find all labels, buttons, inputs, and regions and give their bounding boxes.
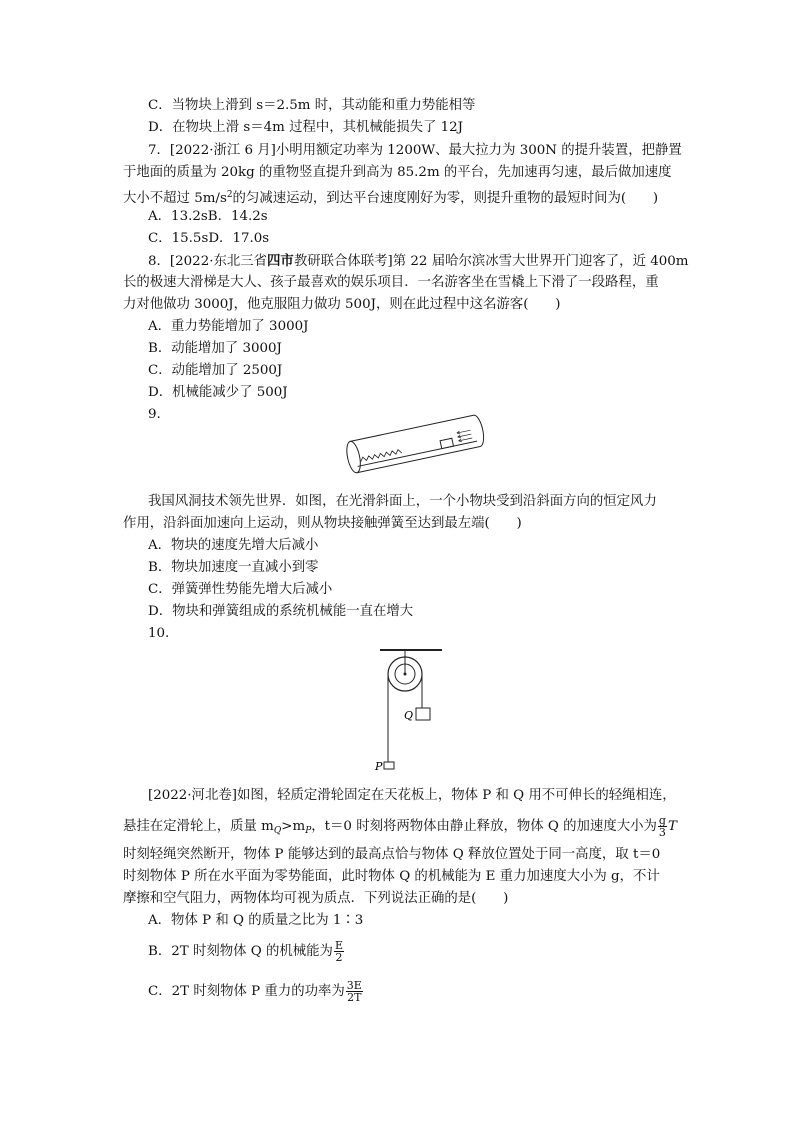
q10-stem-line4: 时刻物体 P 所在水平面为零势能面，此时物体 Q 的机械能为 E 重力加速度大小为 g，不计 — [123, 869, 660, 884]
q7-stem-line1: 7．[2022·浙江 6 月]小明用额定功率为 1200W、最大拉力为 300N 的提升装置，把静置 — [148, 143, 682, 158]
q10-label-p: P — [375, 760, 383, 773]
q7-stem-line3: 大小不超过 $5m/s^2$的匀减速运动，到达平台速度刚好为零，则提升重物的最短时间为( ) — [123, 190, 659, 206]
q6-option-c: C．当物块上滑到 s＝2.5m 时，其动能和重力势能相等 — [148, 98, 476, 113]
q9-option-a: A．物块的速度先增大后减小 — [148, 538, 319, 553]
q6-option-d: D．在物块上滑 s＝4m 过程中，其机械能损失了 12J — [148, 120, 464, 135]
q9-wind-tunnel-figure — [340, 408, 490, 478]
q10-number: 10. — [148, 626, 170, 641]
q10-stem-line5: 摩擦和空气阻力，两物体均可视为质点．下列说法正确的是( ) — [123, 891, 509, 906]
q9-number: 9. — [148, 407, 161, 422]
q8-option-d: D．机械能减少了 500J — [148, 385, 288, 400]
q9-option-d: D．物块和弹簧组成的系统机械能一直在增大 — [148, 604, 414, 619]
q10-stem-line3: 时刻轻绳突然断开，物体 P 能够达到的最高点恰与物体 Q 释放位置处于同一高度，取 t＝0 — [123, 847, 661, 862]
q9-stem-line1: 我国风洞技术领先世界．如图，在光滑斜面上，一个小物块受到沿斜面方向的恒定风力 — [148, 494, 657, 509]
q9-option-c: C．弹簧弹性势能先增大后减小 — [148, 582, 333, 597]
q7-stem-line2: 于地面的质量为 20kg 的重物竖直提升到高为 85.2m 的平台，先加速再匀速，最后做加速度 — [123, 165, 672, 180]
q7-options-cd: C．15.5sD．17.0s — [148, 231, 270, 246]
q8-stem-line1: 8．[2022·东北三省四市教研联合体联考]第 22 届哈尔滨冰雪大世界开门迎客了，近 400m — [148, 253, 689, 269]
q8-option-c: C．动能增加了 2500J — [148, 363, 283, 378]
fraction-g-over-3: $\frac{g}{3}$ — [658, 814, 666, 839]
fraction-e-over-2: $\frac{E}{2}$ — [334, 939, 343, 964]
q8-stem-line2: 长的极速大滑梯是大人、孩子最喜欢的娱乐项目．一名游客坐在雪橇上下滑了一段路程，重 — [123, 275, 659, 290]
q10-option-c: C．2T 时刻物体 P 重力的功率为 $\frac{3E}{2T}$ — [148, 979, 362, 1004]
q8-option-b: B．动能增加了 3000J — [148, 341, 282, 356]
q8-option-a: A．重力势能增加了 3000J — [148, 319, 309, 334]
q10-pulley-figure — [370, 644, 450, 774]
q10-stem-line1: [2022·河北卷]如图，轻质定滑轮固定在天花板上，物体 P 和 Q 用不可伸长的轻绳相连， — [148, 788, 676, 803]
fraction-3e-over-2t: $\frac{3E}{2T}$ — [346, 979, 362, 1004]
q10-label-q: Q — [404, 709, 414, 722]
q10-stem-line2: 悬挂在定滑轮上，质量 $m_Q>m_P$，t＝0 时刻将两物体由静止释放，物体 Q 的加速度大小为 $\frac{g}{3}$ T — [123, 814, 677, 839]
q8-stem-line3: 力对他做功 3000J，他克服阻力做功 500J，则在此过程中这名游客( ) — [123, 297, 561, 312]
q10-option-a: A．物体 P 和 Q 的质量之比为 1∶3 — [148, 913, 364, 928]
q9-option-b: B．物块加速度一直减小到零 — [148, 560, 319, 575]
q10-option-b: B．2T 时刻物体 Q 的机械能为 $\frac{E}{2}$ — [148, 939, 343, 964]
q9-stem-line2: 作用，沿斜面加速向上运动，则从物块接触弹簧至达到最左端( ) — [123, 516, 522, 531]
q7-options-ab: A．13.2sB．14.2s — [148, 209, 268, 224]
